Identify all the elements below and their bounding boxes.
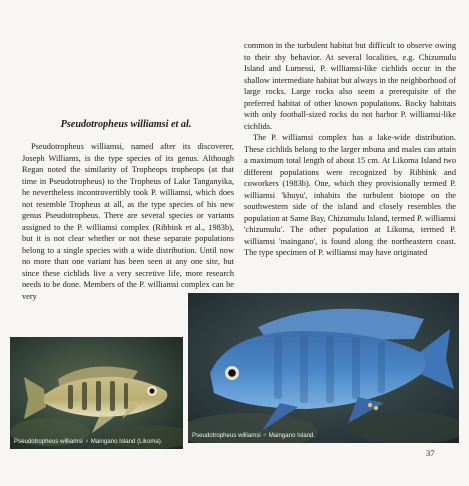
male-fish-caption: Pseudotropheus williamsi ♂ Maingano Island. bbox=[192, 432, 316, 439]
article-heading: Pseudotrophеus williamsi et al. bbox=[60, 119, 192, 130]
male-fish-image bbox=[188, 293, 459, 443]
female-fish-caption: Pseudotropheus williamsi ♀ Maingano Island (Likoma). bbox=[14, 438, 163, 445]
left-paragraph-1: Pseudotropheus williamsi, named after its discoverer, Joseph Williams, is the type species of its genus. Although Regan noted the similarity of Tropheops tropheops (at that time in Pseudotropheus) to the Tropheus of Lake Tanganyika, he nevertheless incontrovertibly took P. williamsi, which does not resemble Tropheus at all, as the type species of his new genus Pseudotropheus. There are several species or variants assigned to the P. williamsi complex (Ribbink et al., 1983b), but it is not clear whether or not these separate populations belong to a single species with a wide distribution. Until now no more than one variant has been seen at any one site, but since these cichlids live a very secretive life, more research needs to be done. Members of the P. williamsi complex can be very bbox=[22, 142, 234, 301]
right-text-column bbox=[244, 40, 456, 259]
female-fish-image bbox=[10, 337, 183, 449]
female-fish-photo bbox=[10, 337, 183, 449]
right-paragraph-1: common in the turbulent habitat but difficult to observe owing to their shy behavior. At several localities, e.g. Chizumulu Island and Lumessi, P. williamsi-like cichlids occur in the shallow intermediate habitat but always in the neighborhood of large rocks. Large rocks also seem a prerequisite of the preferred habitat of other known populations. Rocky habitats with only football-sized rocks do not harbor P. williamsi-like cichlids. bbox=[244, 41, 456, 131]
left-text-column bbox=[22, 141, 234, 302]
right-paragraph-2: The P. williamsi complex has a lake-wide distribution. These cichlids belong to the larger mbuna and males can attain a maximum total length of about 15 cm. At Likoma Island two different populations were recognized by Ribbink and coworkers (1983b). One, which they provisionally termed P. williamsi 'khuyu', inhabits the turbulent biotope on the southwestern side of the island and closely resembles the population at Same Bay, Chizumulu Island, termed P. williamsi 'chizumulu'. The other population at Likoma, termed P. williamsi 'maingano', is found along the northeastern coast. The type specimen of P. williamsi may have originated bbox=[244, 133, 456, 257]
male-fish-photo bbox=[188, 293, 459, 443]
page-number: 37 bbox=[426, 448, 435, 458]
